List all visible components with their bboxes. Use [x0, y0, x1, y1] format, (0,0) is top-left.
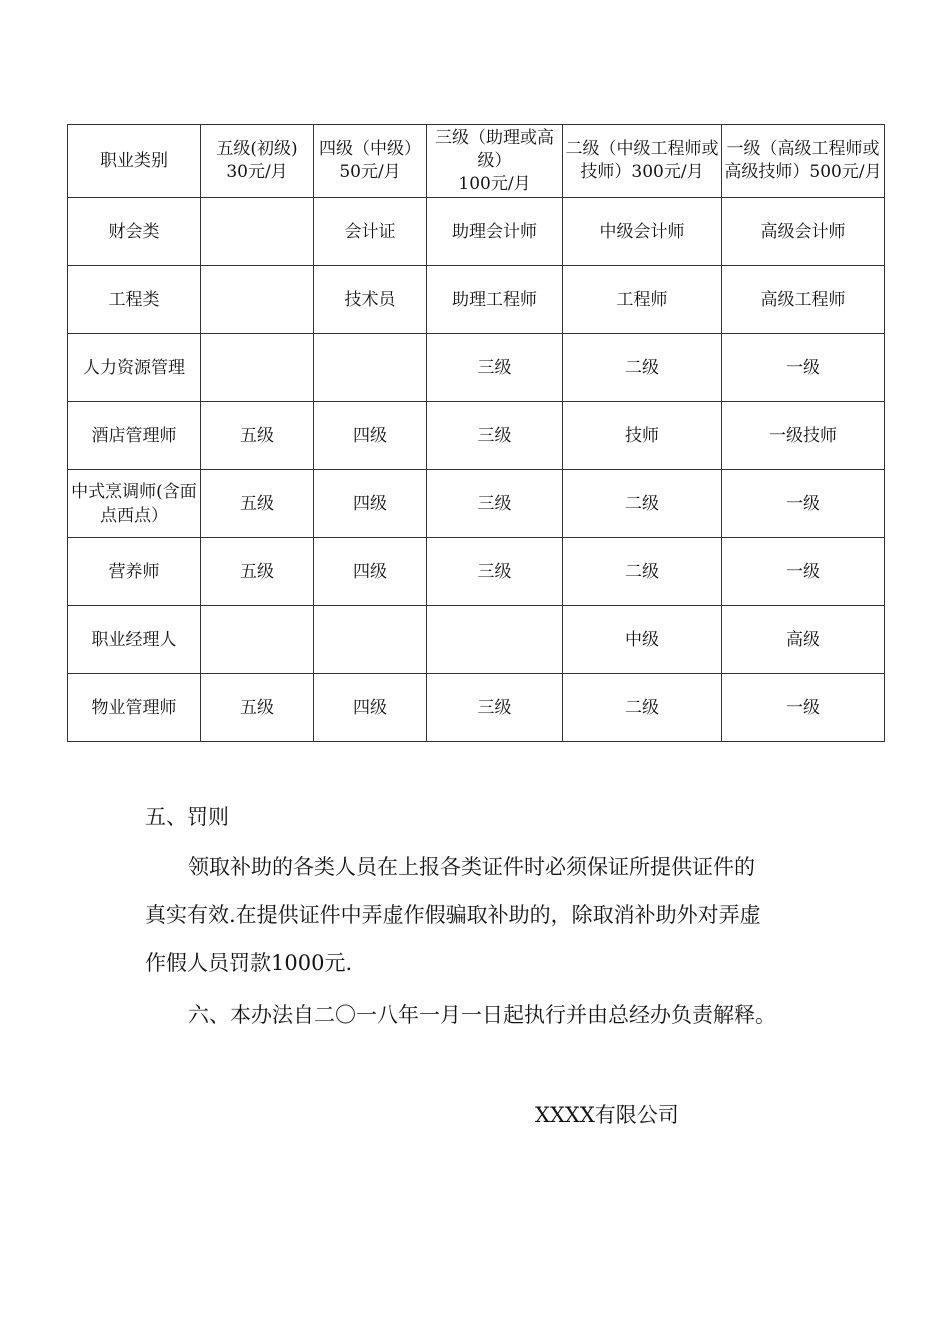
- table-cell: 三级: [427, 538, 563, 606]
- table-cell: 人力资源管理: [68, 334, 201, 402]
- table-cell: 二级: [563, 674, 722, 742]
- table-cell: 高级工程师: [722, 266, 885, 334]
- table-row: [68, 266, 885, 334]
- header-cell: 五级(初级) 30元/月: [201, 125, 314, 198]
- table-row: [68, 198, 885, 266]
- table-cell: 技术员: [314, 266, 427, 334]
- table-cell: 营养师: [68, 538, 201, 606]
- table-cell: 助理会计师: [427, 198, 563, 266]
- table-cell: [314, 334, 427, 402]
- table-cell: 一级: [722, 334, 885, 402]
- table-cell: 高级: [722, 606, 885, 674]
- table-cell: 四级: [314, 674, 427, 742]
- table-cell: 四级: [314, 470, 427, 538]
- table-cell: 二级: [563, 334, 722, 402]
- table-row: [68, 470, 885, 538]
- table-cell: 一级: [722, 674, 885, 742]
- table-cell: 助理工程师: [427, 266, 563, 334]
- table-cell: [427, 606, 563, 674]
- table-cell: 三级: [427, 402, 563, 470]
- table-cell: 五级: [201, 674, 314, 742]
- table-cell: 三级: [427, 674, 563, 742]
- table-cell: 会计证: [314, 198, 427, 266]
- table-cell: 一级技师: [722, 402, 885, 470]
- table-cell: 职业经理人: [68, 606, 201, 674]
- table-cell: 一级: [722, 470, 885, 538]
- table-cell: 三级: [427, 470, 563, 538]
- table-row: [68, 538, 885, 606]
- header-cell: 二级（中级工程师或技师）300元/月: [563, 125, 722, 198]
- table-cell: [201, 606, 314, 674]
- table-cell: 中级: [563, 606, 722, 674]
- table-cell: 二级: [563, 538, 722, 606]
- table-cell: [314, 606, 427, 674]
- table-row: [68, 402, 885, 470]
- table-cell: 五级: [201, 402, 314, 470]
- table-row: [68, 606, 885, 674]
- table-cell: 中式烹调师(含面点西点）: [68, 470, 201, 538]
- table-cell: 四级: [314, 538, 427, 606]
- table-cell: 一级: [722, 538, 885, 606]
- section5-line: 作假人员罚款1000元.: [145, 951, 353, 975]
- header-cell: 职业类别: [68, 125, 201, 198]
- table-cell: [201, 334, 314, 402]
- table-cell: [201, 266, 314, 334]
- table-cell: 物业管理师: [68, 674, 201, 742]
- table-row: [68, 334, 885, 402]
- table-cell: [201, 198, 314, 266]
- table-cell: 酒店管理师: [68, 402, 201, 470]
- table-header-row: [68, 125, 885, 198]
- table-cell: 五级: [201, 470, 314, 538]
- table-cell: 五级: [201, 538, 314, 606]
- table-row: [68, 674, 885, 742]
- table-cell: 财会类: [68, 198, 201, 266]
- table-cell: 中级会计师: [563, 198, 722, 266]
- table-cell: 三级: [427, 334, 563, 402]
- company-signature: XXXX有限公司: [535, 1103, 679, 1127]
- table-cell: 二级: [563, 470, 722, 538]
- header-cell: 三级（助理或高级） 100元/月: [427, 125, 563, 198]
- table-cell: 四级: [314, 402, 427, 470]
- table-cell: 高级会计师: [722, 198, 885, 266]
- table-cell: 技师: [563, 402, 722, 470]
- header-cell: 四级（中级）50元/月: [314, 125, 427, 198]
- section5-line: 真实有效.在提供证件中弄虚作假骗取补助的，除取消补助外对弄虚: [145, 903, 761, 927]
- section5-line: 领取补助的各类人员在上报各类证件时必须保证所提供证件的: [188, 855, 755, 879]
- section6-paragraph: 六、本办法自二〇一八年一月一日起执行并由总经办负责解释。: [188, 1003, 776, 1027]
- table-cell: 工程师: [563, 266, 722, 334]
- subsidy-table: [67, 124, 885, 742]
- header-cell: 一级（高级工程师或高级技师）500元/月: [722, 125, 885, 198]
- table-cell: 工程类: [68, 266, 201, 334]
- section5-title: 五、罚则: [145, 805, 229, 829]
